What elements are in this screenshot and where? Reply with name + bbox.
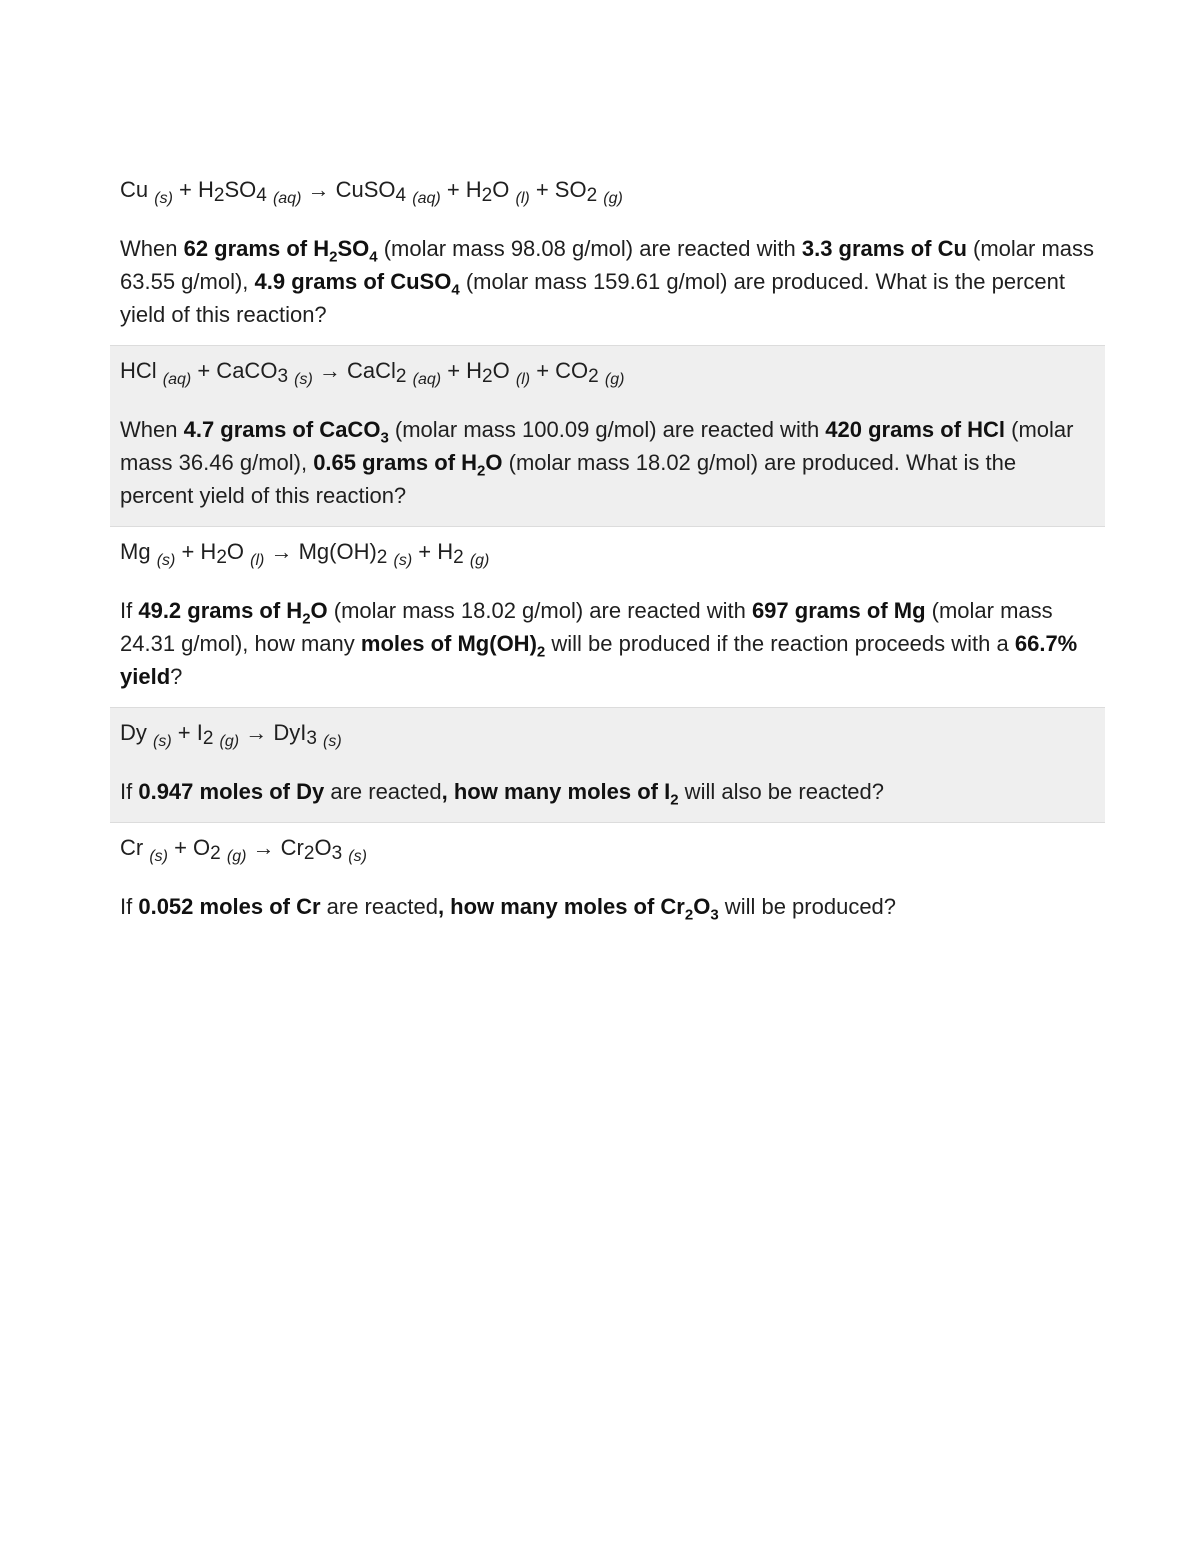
subscript: 2 (684, 906, 694, 924)
state-label: (g) (469, 552, 490, 569)
equation-text: + H (172, 177, 214, 202)
question-text: If (120, 894, 139, 919)
equation-text (221, 835, 227, 860)
state-label: (l) (250, 552, 265, 569)
equation-text: O (226, 539, 251, 564)
state-label: (aq) (412, 190, 441, 207)
equation-text: Mg (120, 539, 157, 564)
question-text: (molar mass 24.31 g/mol), how many (120, 598, 1053, 656)
subscript: 2 (586, 185, 598, 206)
emphasis-text: O (310, 598, 328, 623)
problem-question (120, 232, 1095, 331)
equation-text: → Cr (246, 835, 304, 860)
state-label: (s) (153, 733, 172, 750)
equation-text: + CO (530, 358, 589, 383)
equation-text: + H (440, 177, 482, 202)
state-label: (g) (219, 733, 240, 750)
chemical-equation (120, 535, 1095, 572)
question-text: (molar mass 36.46 g/mol), (120, 417, 1074, 475)
emphasis-subscript-wrap (710, 894, 719, 924)
question-text: If (120, 598, 139, 623)
subscript: 2 (210, 843, 221, 864)
question-text: (molar mass 18.02 g/mol) are reacted with (327, 598, 752, 623)
question-text: (molar mass 100.09 g/mol) are reacted with (388, 417, 826, 442)
state-label: (g) (604, 371, 625, 388)
subscript: 3 (306, 728, 317, 749)
subscript: 4 (369, 248, 378, 266)
equation-text: + H (441, 358, 483, 383)
question-text: will be produced? (718, 894, 897, 919)
emphasis-subscript-wrap (369, 236, 378, 266)
subscript: 2 (329, 248, 338, 266)
subscript: 2 (202, 728, 214, 749)
state-label: (g) (603, 190, 623, 207)
problem-block-1 (110, 165, 1105, 346)
emphasis-text: O (485, 450, 503, 475)
chemical-equation (120, 173, 1095, 210)
emphasis-text: , how many moles of I (441, 779, 671, 804)
state-label: (l) (515, 371, 531, 388)
problem-sheet (110, 165, 1105, 937)
subscript: 3 (710, 906, 719, 924)
state-label: (s) (348, 848, 367, 865)
subscript: 2 (213, 185, 225, 206)
equation-text: + I (171, 720, 203, 745)
emphasis-text: SO (337, 236, 370, 261)
equation-text (387, 539, 393, 564)
question-text: are reacted (320, 894, 438, 919)
problem-block-3 (110, 527, 1105, 708)
emphasis-subscript-wrap (536, 631, 546, 661)
equation-text: → CaCl (312, 358, 396, 383)
problem-block-2 (110, 346, 1105, 527)
question-text: When (120, 417, 184, 442)
equation-text (407, 358, 413, 383)
subscript: 4 (451, 281, 460, 299)
subscript: 2 (481, 185, 493, 206)
subscript: 2 (453, 547, 464, 568)
emphasis-text: O (693, 894, 711, 919)
equation-text: → DyI (239, 720, 307, 745)
subscript: 2 (588, 366, 599, 387)
state-label: (s) (156, 552, 176, 569)
subscript: 2 (482, 366, 493, 387)
problem-question (120, 890, 1095, 923)
emphasis-text: 4.7 grams of CaCO (183, 417, 381, 442)
equation-text: Dy (120, 720, 153, 745)
equation-text (599, 358, 605, 383)
state-label: (l) (515, 190, 530, 207)
question-text: ? (170, 664, 183, 689)
question-text: If (120, 779, 139, 804)
emphasis-subscript-wrap (451, 269, 460, 299)
subscript: 2 (395, 366, 407, 387)
chemical-equation (120, 354, 1095, 391)
emphasis-subscript-wrap (670, 779, 679, 809)
question-text: When (120, 236, 184, 261)
emphasis-text: 0.052 moles of Cr (138, 894, 321, 919)
question-text: (molar mass 63.55 g/mol), (120, 236, 1095, 294)
subscript: 2 (303, 843, 315, 864)
equation-text: O (492, 358, 516, 383)
state-label: (aq) (272, 190, 302, 207)
subscript: 2 (670, 791, 679, 809)
question-text: are reacted (324, 779, 442, 804)
emphasis-text: 4.9 grams of CuSO (254, 269, 452, 294)
emphasis-text: moles of Mg(OH) (360, 631, 537, 656)
equation-text: HCl (120, 358, 163, 383)
state-label: (g) (226, 848, 247, 865)
chemical-equation (120, 831, 1095, 868)
state-label: (s) (323, 733, 342, 750)
question-text: will also be reacted? (678, 779, 885, 804)
subscript: 4 (256, 185, 267, 206)
subscript: 3 (380, 429, 389, 447)
subscript: 2 (536, 643, 546, 661)
problem-question (120, 413, 1095, 512)
emphasis-subscript-wrap (684, 894, 694, 924)
problem-block-5 (110, 823, 1105, 937)
emphasis-text: 62 grams of H (183, 236, 330, 261)
question-text: will be produced if the reaction proceeds with a (545, 631, 1015, 656)
subscript: 2 (376, 547, 388, 568)
problem-question (120, 594, 1095, 693)
state-label: (aq) (412, 371, 442, 388)
equation-text: + CaCO (191, 358, 278, 383)
emphasis-text: 697 grams of Mg (751, 598, 926, 623)
state-label: (s) (154, 190, 173, 207)
emphasis-text: 0.947 moles of Dy (138, 779, 325, 804)
chemical-equation (120, 716, 1095, 753)
equation-text: O (492, 177, 516, 202)
question-text: (molar mass 159.61 g/mol) are produced. What is the percent yield of this reaction? (120, 269, 1065, 327)
equation-text: → CuSO (301, 177, 396, 202)
state-label: (s) (294, 371, 313, 388)
state-label: (s) (393, 552, 413, 569)
emphasis-text: , how many moles of Cr (437, 894, 685, 919)
subscript: 2 (216, 547, 227, 568)
emphasis-text: 0.65 grams of H (313, 450, 478, 475)
state-label: (s) (149, 848, 168, 865)
subscript: 3 (331, 843, 343, 864)
question-text: (molar mass 98.08 g/mol) are reacted with (377, 236, 802, 261)
subscript: 4 (395, 185, 407, 206)
emphasis-text: 3.3 grams of Cu (801, 236, 967, 261)
state-label: (aq) (162, 371, 192, 388)
emphasis-subscript-wrap (380, 417, 389, 447)
subscript: 2 (302, 610, 311, 628)
problem-question (120, 775, 1095, 808)
emphasis-subscript-wrap (302, 598, 311, 628)
subscript: 3 (277, 366, 289, 387)
equation-text: Cu (120, 177, 155, 202)
equation-text: + H (175, 539, 217, 564)
equation-text (213, 720, 219, 745)
equation-text: Cr (120, 835, 150, 860)
question-text: (molar mass 18.02 g/mol) are produced. What is the percent yield of this reaction? (120, 450, 1017, 508)
equation-text: O (314, 835, 332, 860)
emphasis-text: 49.2 grams of H (138, 598, 303, 623)
equation-text: + O (167, 835, 211, 860)
equation-text (464, 539, 470, 564)
emphasis-text: 66.7% yield (120, 631, 1078, 689)
equation-text: SO (224, 177, 257, 202)
equation-text: + SO (529, 177, 587, 202)
emphasis-text: 420 grams of HCl (825, 417, 1006, 442)
equation-text: + H (412, 539, 454, 564)
equation-text: → Mg(OH) (264, 539, 377, 564)
subscript: 2 (477, 462, 486, 480)
problem-block-4 (110, 708, 1105, 823)
